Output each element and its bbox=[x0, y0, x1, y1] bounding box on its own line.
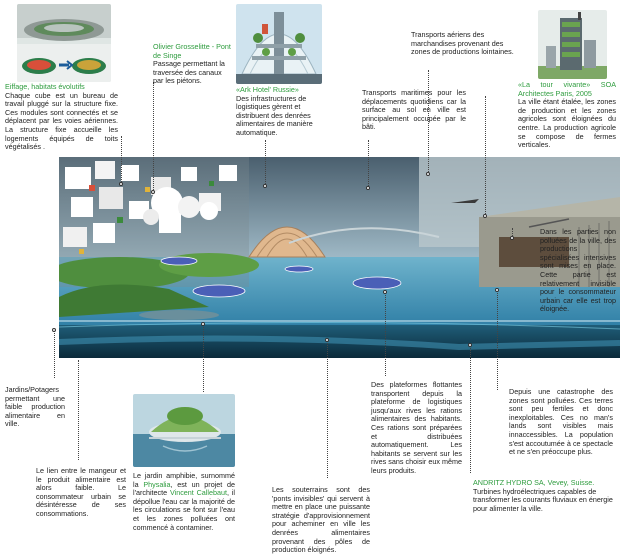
leader-catastrophe bbox=[497, 290, 498, 390]
note-jardins-body: Jardins/Potagers permettant une faible production alimentaire en ville. bbox=[5, 385, 65, 429]
leader-plateformes bbox=[385, 292, 386, 376]
leader-dot-ark bbox=[263, 184, 267, 188]
leader-souterrains bbox=[327, 340, 328, 478]
leader-eiffage bbox=[121, 136, 122, 184]
leader-grosselitte bbox=[153, 82, 154, 192]
note-jardins bbox=[5, 386, 65, 429]
leader-dot-plateformes bbox=[383, 290, 387, 294]
leader-dot-eiffage bbox=[119, 182, 123, 186]
note-ark-title: «Ark Hotel' Russie» bbox=[236, 85, 299, 94]
note-physalia-post: , il dépollue l'eau car la majorité de les circulations se font sur l'eau et les zones polluées ont commencé à contaminer. bbox=[133, 488, 235, 532]
note-physalia bbox=[133, 472, 235, 532]
note-aerial-body: Transports aériens des marchandises provenant des zones de productions lointaines. bbox=[411, 30, 514, 57]
leader-dot-polluted bbox=[510, 236, 514, 240]
note-souterrains-body: Les souterrains sont des 'ponts invisibles' qui servent à mettre en place une puissante stratégie d'approvisionnement pour acheminer en ville les denrées alimentaires provenant des pôles de production éloignés. bbox=[272, 485, 370, 555]
note-eiffage bbox=[5, 83, 118, 152]
note-physalia-mid: , est un projet de l'architecte bbox=[133, 479, 236, 498]
leader-dot-catastrophe bbox=[495, 288, 499, 292]
leader-maritime bbox=[368, 140, 369, 188]
eiffage-thumbnail bbox=[17, 4, 111, 82]
note-ark bbox=[236, 86, 321, 138]
note-maritime-body: Transports maritimes pour les déplacements quotidiens car la surface au sol en ville est principalement occupée par le bâti. bbox=[362, 88, 466, 132]
leader-dot-physalia bbox=[201, 322, 205, 326]
note-grosselitte bbox=[153, 43, 231, 86]
leader-dot-andritz bbox=[468, 343, 472, 347]
note-aerial bbox=[411, 31, 519, 57]
note-plateformes-body: Des plateformes flottantes transportent depuis la plateforme de logistiques jusqu'aux rives les rations alimentaires des habitants. Ces rations sont préparées et distribuées automatiquement. Les habitants se servent sur les rives sans choisir eux même leurs produits. bbox=[371, 380, 462, 475]
note-eiffage-title: Eiffage, habitats évolutifs bbox=[5, 82, 85, 91]
note-eiffage-body: Chaque cube est un bureau de travail pluggé sur la structure fixe. Ces modules sont connectés et se déplacent par les voies aériennes. La structure fixe accueille les logements équipés de toits végétalisés . bbox=[5, 90, 118, 152]
city-panorama-illustration bbox=[59, 157, 620, 358]
tour-vivante-thumbnail bbox=[538, 10, 607, 79]
leader-ark bbox=[265, 140, 266, 186]
note-physalia-architect: Vincent Callebaut bbox=[169, 488, 227, 498]
note-catastrophe-body: Depuis une catastrophe des zones sont polluées. Ces terres sont peu fertiles et donc inexploitables. Ces no man's lands sont visibles mais innaccessibles. La population s'est accoutumée à ce spectacle et ne s'en préoccupe plus. bbox=[509, 387, 613, 457]
note-grosselitte-body: Passage permettant la traversée des canaux par les piétons. bbox=[153, 59, 225, 86]
note-ark-body: Des infrastructures de logistiques gèrent et distribuent des denrées alimentaires de manière automatique. bbox=[236, 93, 313, 137]
note-maritime bbox=[362, 89, 466, 132]
leader-dot-grosselitte bbox=[151, 190, 155, 194]
note-catastrophe bbox=[509, 388, 613, 457]
leader-jardins bbox=[54, 330, 55, 378]
note-andritz-title: ANDRITZ HYDRO SA, Vevey, Suisse. bbox=[473, 478, 595, 487]
ark-hotel-thumbnail bbox=[236, 4, 322, 84]
leader-andritz bbox=[470, 345, 471, 473]
note-tour-title: «La tour vivante» SOA Architectes Paris, 2005 bbox=[518, 80, 616, 98]
note-souterrains bbox=[272, 486, 370, 555]
leader-tour bbox=[485, 96, 486, 216]
note-lien bbox=[36, 467, 126, 519]
leader-lien bbox=[78, 360, 79, 460]
leader-physalia bbox=[203, 324, 204, 392]
note-lien-body: Le lien entre le mangeur et le produit alimentaire est alors faible. Le consommateur urbain se désintéresse de ses consommations. bbox=[36, 466, 126, 518]
note-andritz-body: Turbines hydroélectriques capables de transformer les courants fluviaux en énergie pour alimenter la ville. bbox=[473, 486, 613, 513]
leader-dot-maritime bbox=[366, 186, 370, 190]
note-andritz bbox=[473, 479, 613, 513]
leader-dot-souterrains bbox=[325, 338, 329, 342]
note-physalia-pre: Le jardin amphibie, surnommé la bbox=[133, 471, 235, 489]
note-plateformes bbox=[371, 381, 462, 476]
note-tour-body: La ville étant étalée, les zones de production et les zones agricoles sont éloignées du centre. La production agricole se compose de fermes verticales. bbox=[518, 97, 616, 150]
leader-dot-aerial bbox=[426, 172, 430, 176]
leader-dot-jardins bbox=[52, 328, 56, 332]
note-polluted bbox=[540, 228, 616, 314]
note-grosselitte-title: Olivier Grosselitte - Pont de Singe bbox=[153, 42, 231, 60]
note-polluted-body: Dans les parties non polluées de la ville, des productions spécialisées intensives sont mises en place. Cette partie est relativement invisible pour le consommateur urbain car elle est trop éloignée. bbox=[540, 227, 616, 314]
leader-dot-tour bbox=[483, 214, 487, 218]
note-physalia-name: Physalia bbox=[143, 479, 171, 489]
physalia-thumbnail bbox=[133, 394, 235, 467]
note-tour bbox=[518, 81, 616, 150]
